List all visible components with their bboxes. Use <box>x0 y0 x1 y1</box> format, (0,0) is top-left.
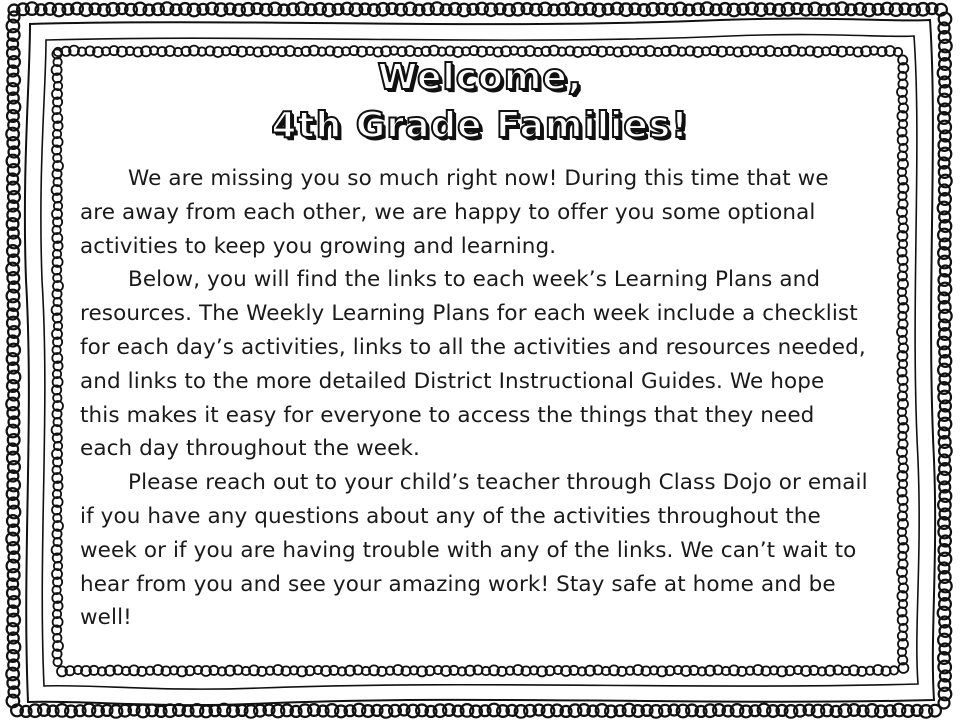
paragraph-reach-out: Please reach out to your child’s teacher through Class Dojo or email if you have any questions about any of the activities throughout the week or if you are having trouble with any of the links. We can’t wait to hear from you and see your amazing work! Stay safe at home and be well! <box>80 470 868 631</box>
title-line-families: 4th Grade Families! <box>271 105 689 146</box>
letter-body <box>80 162 870 635</box>
paragraph-learning-plans: Below, you will find the links to each week’s Learning Plans and resources. The Weekly Learning Plans for each week include a checklist for each day’s activities, links to all the activities and resources needed, and links to the more detailed District Instructional Guides. We hope this makes it easy for everyone to access the things that they need each day throughout the week. <box>80 267 866 462</box>
title-line-welcome: Welcome, <box>377 57 583 98</box>
paragraph-missing-you: We are missing you so much right now! During this time that we are away from each other, we are happy to offer you some optional activities to keep you growing and learning. <box>80 166 829 259</box>
